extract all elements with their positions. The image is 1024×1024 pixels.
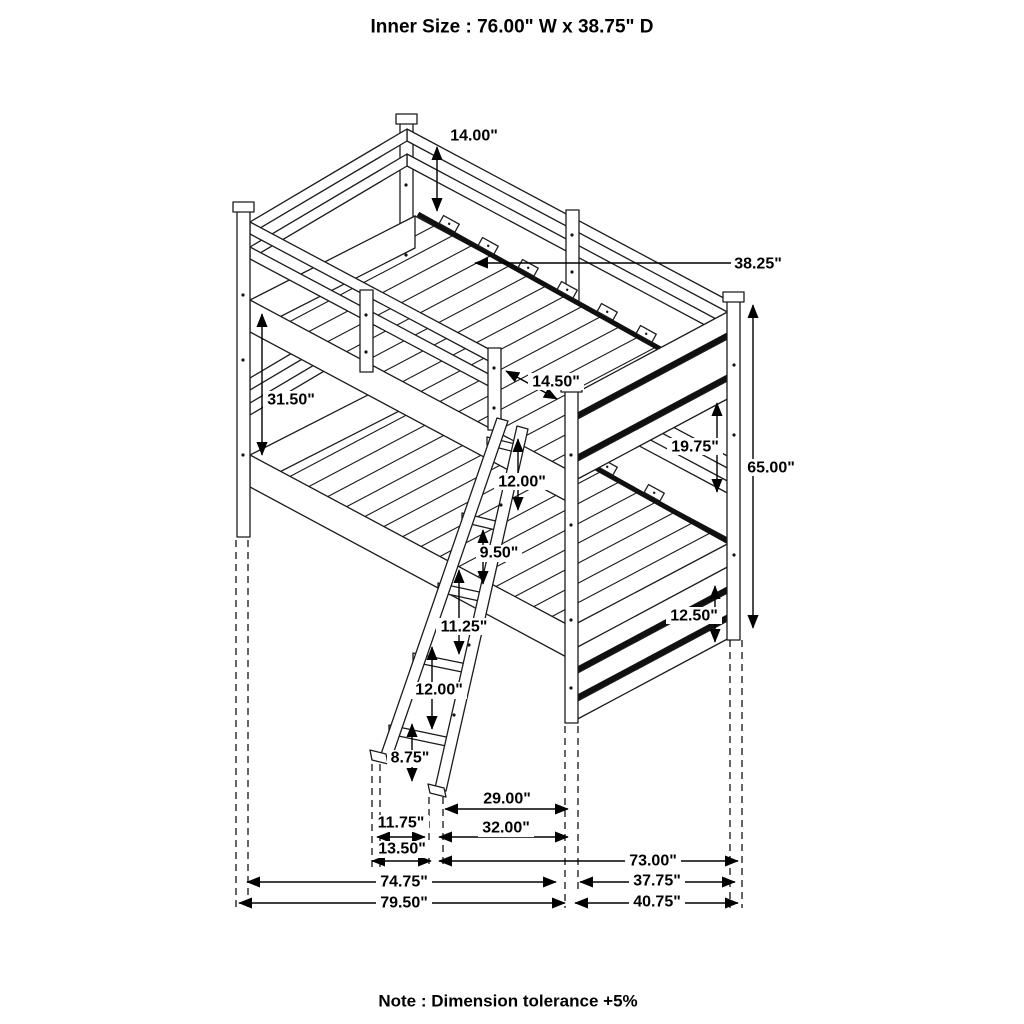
dim-overall-height: 65.00" [747,459,795,477]
dim-ladder-outer-depth: 13.50" [378,840,426,858]
bed-structure [233,114,744,797]
dim-footboard-gap: 19.75" [671,438,719,456]
post-back-left-cap [396,114,417,124]
dim-bottom-step: 8.75" [390,749,430,767]
dim-left-clearance: 31.50" [267,391,315,409]
dim-overall-depth: 40.75" [633,893,681,911]
dim-ladder-opening: 14.50" [532,373,580,391]
dim-lower-footboard: 12.50" [670,607,718,625]
post-front-left [237,210,250,537]
dim-step-gap-top: 9.50" [479,544,519,562]
dim-overall-length: 79.50" [380,894,428,912]
dim-foot-to-leg: 29.00" [483,790,531,808]
post-back-right [727,300,740,640]
front-guard-support [360,290,373,372]
dim-length-inner: 74.75" [380,873,428,891]
dim-length-to-ladder: 73.00" [629,852,677,870]
page-title: Inner Size : 76.00" W x 38.75" D [370,16,654,38]
front-guard-end-board [488,348,501,430]
dim-depth-inner: 37.75" [633,872,681,890]
dim-ladder-base-span: 32.00" [482,819,530,837]
post-front-right [565,390,578,723]
dim-step-gap-lower: 12.00" [415,681,463,699]
dim-rail-to-first-step: 12.00" [498,473,546,491]
post-front-left-cap [233,202,254,212]
dim-step-gap-middle: 11.25" [440,618,488,636]
upper-headboard-rail-top [250,129,407,234]
dim-guard-rail-height: 14.00" [450,127,498,145]
tolerance-note: Note : Dimension tolerance +5% [378,991,638,1011]
dim-ladder-foot-depth: 11.75" [377,814,425,832]
post-back-right-cap [723,292,744,302]
dim-slat-depth: 38.25" [734,255,782,273]
